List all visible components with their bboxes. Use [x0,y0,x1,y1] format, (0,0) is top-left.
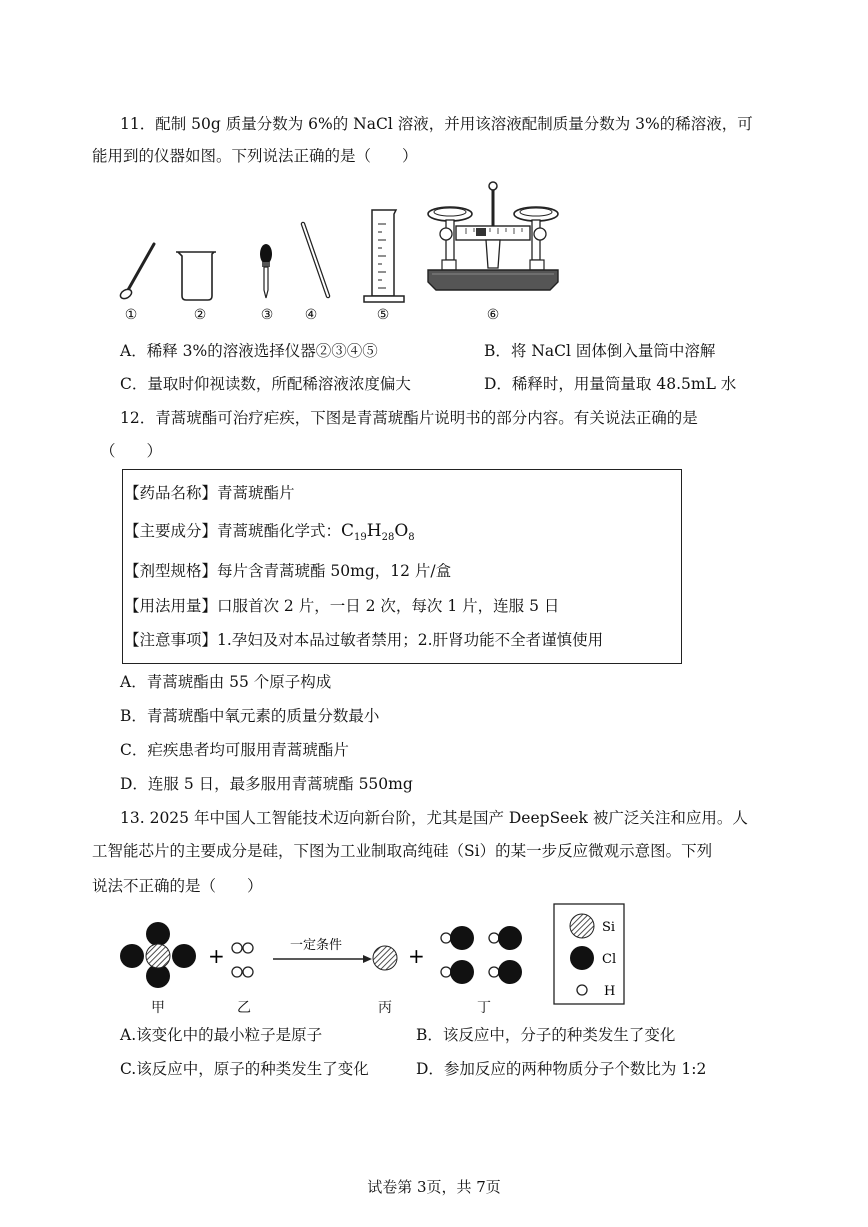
q12-leaflet-name: 【药品名称】青蒿琥酯片 [124,484,295,502]
h2-molecules-icon [232,943,253,977]
legend-box [554,904,624,1004]
q12-option-c: C．疟疾患者均可服用青蒿琥酯片 [120,741,349,759]
q13-reaction-diagram [110,900,630,1010]
plus-sign-1: + [208,944,225,968]
q12-leaflet-component [124,521,415,548]
q13-option-a: A.该变化中的最小粒子是原子 [120,1026,323,1044]
glass-rod-icon [303,224,328,296]
q12-component-prefix: 【主要成分】青蒿琥酯化学式： [124,522,342,540]
legend-h-icon [577,985,587,995]
q11-instruments-figure [110,178,570,308]
q13-option-d: D．参加反应的两种物质分子个数比为 1:2 [416,1060,707,1078]
beaker-icon [176,252,216,300]
q12-option-b: B．青蒿琥酯中氧元素的质量分数最小 [120,707,380,725]
q13-stem-line3: 说法不正确的是（ ） [92,877,263,895]
medicine-spoon-icon [119,244,154,300]
q12-leaflet-usage: 【用法用量】口服首次 2 片，一日 2 次，每次 1 片，连服 5 日 [124,597,560,615]
q11-option-c: C．量取时仰视读数，所配稀溶液浓度偏大 [120,375,411,393]
q11-option-b: B．将 NaCl 固体倒入量筒中溶解 [484,342,716,360]
q13-stem-line1: 13. 2025 年中国人工智能技术迈向新台阶，尤其是国产 DeepSeek 被广泛关注和应用。人 [120,809,748,827]
q12-chemical-formula: $C_{19}H_{28}O_8$ [341,521,415,543]
q12-leaflet-notice: 【注意事项】1.孕妇及对本品过敏者禁用；2.肝肾功能不全者谨慎使用 [124,631,604,649]
q11-label-2: ② [193,307,207,323]
q11-label-1: ① [124,307,138,323]
q11-label-4: ④ [304,307,318,323]
si-atom-icon [373,946,397,970]
q12-leaflet-spec: 【剂型规格】每片含青蒿琥酯 50mg，12 片/盒 [124,562,452,580]
legend-cl-icon [570,946,594,970]
plus-sign-2: + [408,944,425,968]
label-ding: 丁 [477,1000,491,1016]
q12-option-a: A．青蒿琥酯由 55 个原子构成 [120,673,332,691]
legend-cl-label: Cl [602,952,617,967]
legend-si-icon [570,914,594,938]
reaction-condition: 一定条件 [290,938,343,953]
graduated-cylinder-icon [364,210,404,302]
q12-option-d: D．连服 5 日，最多服用青蒿琥酯 550mg [120,775,413,793]
label-bing: 丙 [378,1000,392,1016]
page-footer: 试卷第 3页，共 7页 [367,1178,501,1196]
balance-icon [428,182,558,290]
q11-option-d: D．稀释时，用量筒量取 48.5mL 水 [484,375,737,393]
reaction-arrow-icon [273,955,372,963]
q11-label-5: ⑤ [376,307,390,323]
hcl-molecules-icon [441,926,522,984]
legend-si-label: Si [602,920,616,935]
q13-option-c: C.该反应中，原子的种类发生了变化 [120,1060,369,1078]
label-yi: 乙 [237,1000,251,1016]
q11-label-3: ③ [260,307,274,323]
q13-option-b: B．该反应中，分子的种类发生了变化 [416,1026,676,1044]
sicl4-molecule-icon [120,922,196,988]
q12-stem-line1: 12．青蒿琥酯可治疗疟疾，下图是青蒿琥酯片说明书的部分内容。有关说法正确的是 [120,409,698,427]
legend-h-label: H [604,984,616,999]
q11-stem-line2: 能用到的仪器如图。下列说法正确的是（ ） [92,147,418,165]
q11-option-a: A．稀释 3%的溶液选择仪器②③④⑤ [120,342,378,360]
label-jia: 甲 [151,1000,165,1016]
q12-stem-line2: （ ） [100,442,163,460]
q13-stem-line2: 工智能芯片的主要成分是硅，下图为工业制取高纯硅（Si）的某一步反应微观示意图。下列 [92,842,713,860]
q11-label-6: ⑥ [486,307,500,323]
q11-stem-line1: 11．配制 50g 质量分数为 6%的 NaCl 溶液，并用该溶液配制质量分数为 3%的稀溶液，可 [120,115,753,133]
dropper-icon [260,244,272,298]
